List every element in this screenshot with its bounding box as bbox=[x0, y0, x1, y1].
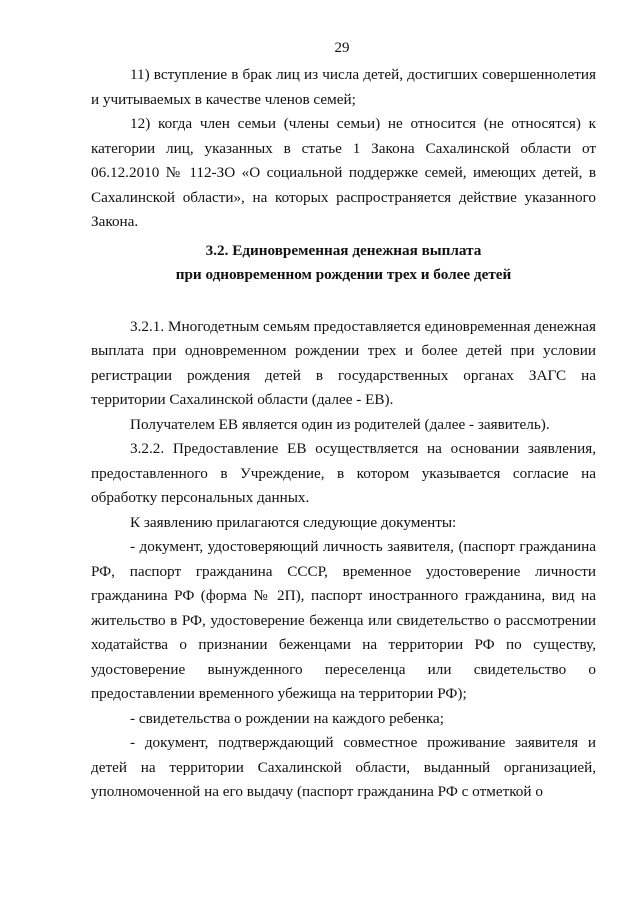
paragraph-documents-intro: К заявлению прилагаются следующие документы: bbox=[130, 513, 457, 531]
page-number: 29 bbox=[334, 40, 350, 56]
paragraph-item-11: 11) вступление в брак лиц из числа детей, достигших совершеннолетия и учитываемых в качестве членов семей; bbox=[91, 66, 596, 108]
section-heading-line-2: при одновременном рождении трех и более детей bbox=[175, 265, 512, 283]
list-item-residence-document: - документ, подтверждающий совместное проживание заявителя и детей на территории Сахалинской области, выданный организацией, уполномоченной на его выдачу (паспорт гражданина РФ с отметкой о bbox=[91, 734, 596, 800]
section-heading bbox=[91, 239, 596, 287]
list-item-identity-document: - документ, удостоверяющий личность заявителя, (паспорт гражданина РФ, паспорт гражданина СССР, временное удостоверение личности гражданина РФ (форма № 2П), паспорт иностранного гражданина, вид на жительство в РФ, удостоверение беженца или свидетельство о рассмотрении ходатайства о признании беженцами на территории РФ по существу, удостоверение вынужденного переселенца или свидетельство о предоставлении временного убежища на территории РФ); bbox=[91, 538, 596, 702]
paragraph-3-2-2: 3.2.2. Предоставление ЕВ осуществляется на основании заявления, предоставленного в Учреждение, в котором указывается согласие на обработку персональных данных. bbox=[91, 440, 596, 506]
paragraph-item-12: 12) когда член семьи (члены семьи) не относится (не относятся) к категории лиц, указанных в статье 1 Закона Сахалинской области от 06.12.2010 № 112-ЗО «О социальной поддержке семей, имеющих детей, в Сахалинской области», на которых распространяется действие указанного Закона. bbox=[91, 115, 596, 230]
paragraph-3-2-1: 3.2.1. Многодетным семьям предоставляется единовременная денежная выплата при одновременном рождении трех и более детей при условии регистрации рождения детей в государственных органах ЗАГС на территории Сахалинской области (далее - ЕВ). bbox=[91, 317, 596, 408]
document-body bbox=[91, 63, 596, 805]
list-item-birth-certificates: - свидетельства о рождении на каждого ребенка; bbox=[130, 709, 444, 727]
section-heading-line-1: 3.2. Единовременная денежная выплата bbox=[205, 241, 482, 259]
paragraph-recipient: Получателем ЕВ является один из родителей (далее - заявитель). bbox=[130, 415, 550, 433]
